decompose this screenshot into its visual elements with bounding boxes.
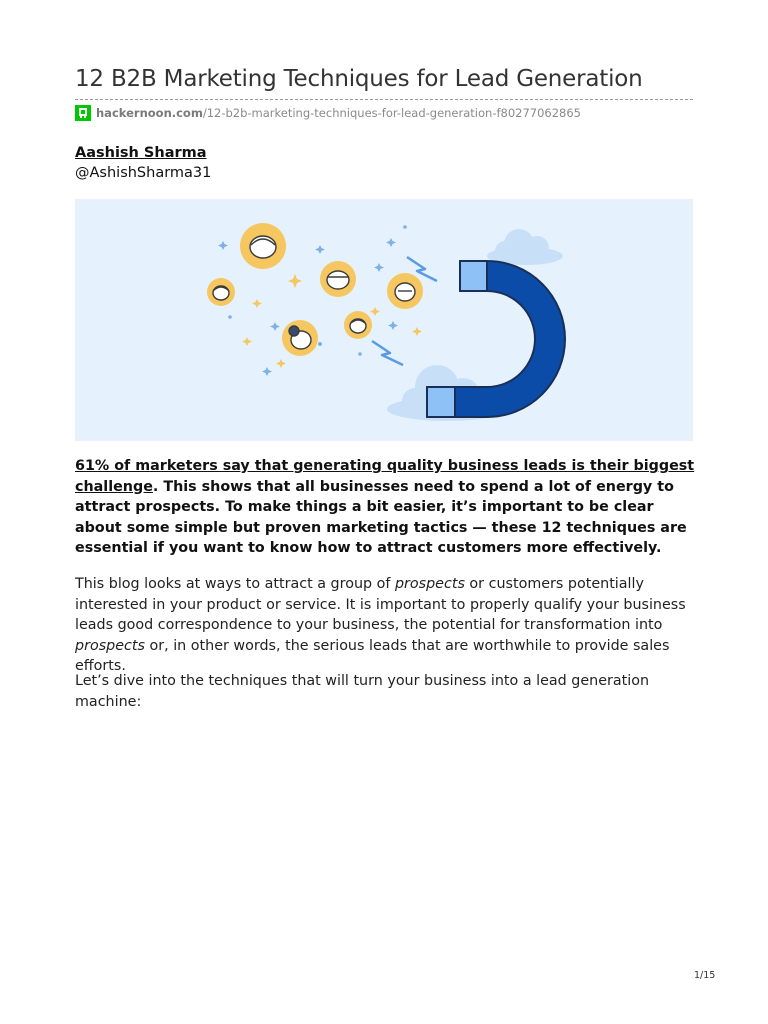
- paragraph-emphasis: prospects: [394, 576, 465, 592]
- source-path[interactable]: /12-b2b-marketing-techniques-for-lead-generation-f80277062865: [202, 106, 581, 120]
- body-paragraph-2: Let’s dive into the techniques that will turn your business into a lead generation machine:: [75, 673, 650, 710]
- page-number: 1/15: [694, 970, 716, 981]
- source-link[interactable]: [75, 105, 581, 121]
- magnet-attracting-people-illustration-icon: [75, 199, 693, 441]
- source-domain[interactable]: hackernoon.com: [96, 106, 203, 120]
- paragraph-text: or customers potentially interested in your product or service. It is important to properly qualify your business leads good correspondence to your business, the potential for transformation into: [75, 576, 686, 633]
- author-handle: @AshishSharma31: [75, 165, 212, 181]
- statistic-link[interactable]: 61% of marketers say that generating quality business leads is their biggest challenge: [75, 458, 695, 495]
- paragraph-text: or, in other words, the serious leads that are worthwhile to provide sales efforts.: [75, 637, 670, 674]
- author-name-link[interactable]: Aashish Sharma: [75, 145, 207, 161]
- hackernoon-favicon-icon: [75, 105, 91, 121]
- lead-paragraph: [75, 456, 695, 559]
- lead-rest-text: . This shows that all businesses need to spend a lot of energy to attract prospects. To make things a bit easier, it’s important to be clear about some simple but proven marketing tactics — these 12 techniques are essential if you want to know how to attract customers more effectively.: [75, 478, 687, 556]
- hero-image: [75, 199, 693, 441]
- title-divider: [75, 99, 693, 100]
- paragraph-emphasis: prospects: [75, 637, 145, 654]
- paragraph-text: This blog looks at ways to attract a group of: [75, 576, 395, 592]
- body-paragraph-1: [75, 574, 700, 677]
- article-title: 12 B2B Marketing Techniques for Lead Generation: [75, 66, 643, 92]
